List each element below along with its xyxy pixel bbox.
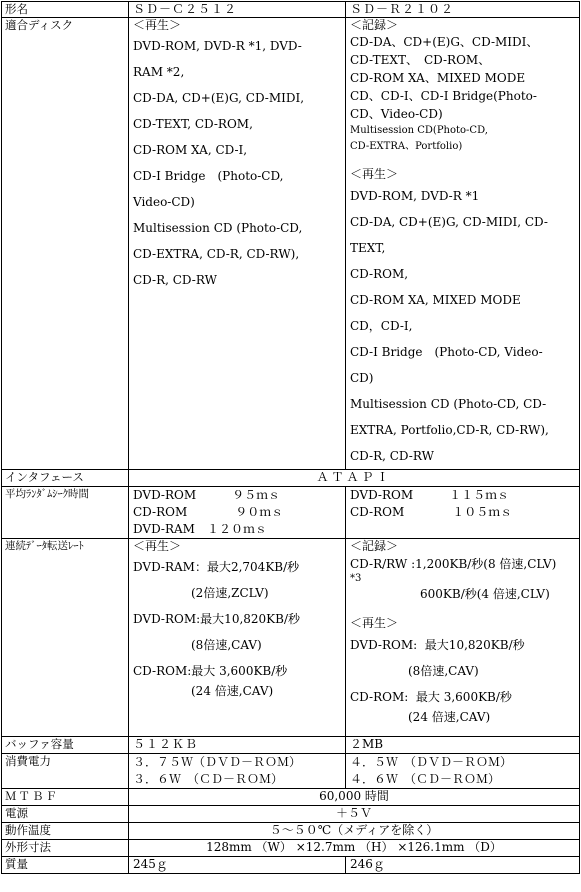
transfer-a-heading: ＜再生＞ bbox=[133, 539, 182, 553]
discs-b bbox=[346, 18, 580, 470]
seek-a-line: DVD-ROM ９５ｍｓ bbox=[133, 488, 281, 502]
supply-value: ＋５Ｖ bbox=[129, 806, 580, 823]
row-mtbf bbox=[2, 789, 580, 806]
temp-value: ５～５０℃（メディアを除く） bbox=[129, 823, 580, 840]
transfer-a-dvd-sub: (8倍速,CAV) bbox=[191, 638, 262, 652]
label-mtbf: ＭＴＢＦ bbox=[2, 789, 129, 806]
label-interface: インタフェース bbox=[2, 470, 129, 487]
discs-a-line: CD-EXTRA, CD-R, CD-RW), bbox=[133, 247, 300, 261]
transfer-b-rec: CD-R/RW :1,200KB/秒(8 倍速,CLV) bbox=[350, 557, 557, 571]
label-model: 形名 bbox=[2, 2, 129, 18]
label-temp: 動作温度 bbox=[2, 823, 129, 840]
discs-a-line: CD-R, CD-RW bbox=[133, 273, 217, 287]
dims-value: 128mm （W） ×12.7mm （H） ×126.1mm （D） bbox=[129, 840, 580, 857]
seek-b-line: CD-ROM １０５ｍｓ bbox=[350, 505, 513, 519]
seek-a bbox=[129, 487, 346, 539]
label-transfer: 連続ﾃﾞｰﾀ転送ﾚｰﾄ bbox=[2, 539, 129, 737]
row-weight bbox=[2, 857, 580, 874]
row-dims bbox=[2, 840, 580, 857]
power-a-line: ３．７５Ｗ（ＤＶＤ－ＲＯＭ） bbox=[133, 755, 302, 769]
transfer-b-rec-note: *3 bbox=[350, 573, 362, 584]
transfer-a-dvd: DVD-ROM:最大10,820KB/秒 bbox=[133, 612, 300, 626]
discs-b-rec-line: CD-ROM XA、MIXED MODE bbox=[350, 71, 526, 85]
label-supply: 電源 bbox=[2, 806, 129, 823]
row-discs bbox=[2, 18, 580, 470]
row-temp bbox=[2, 823, 580, 840]
label-buffer: バッファ容量 bbox=[2, 737, 129, 754]
spacer bbox=[350, 155, 575, 165]
transfer-b bbox=[346, 539, 580, 737]
discs-b-play-line: EXTRA, Portfolio,CD-R, CD-RW), bbox=[350, 423, 549, 437]
power-a-line: ３．６Ｗ （ＣＤ－ＲＯＭ） bbox=[133, 772, 284, 786]
discs-b-rec-heading: ＜記録＞ bbox=[350, 18, 399, 32]
seek-b bbox=[346, 487, 580, 539]
discs-a-line: DVD-ROM, DVD-R *1, DVD- bbox=[133, 39, 302, 53]
discs-b-play-line: CD) bbox=[350, 371, 374, 385]
transfer-a bbox=[129, 539, 346, 737]
label-discs: 適合ディスク bbox=[2, 18, 129, 470]
transfer-a-cd: CD-ROM:最大 3,600KB/秒 bbox=[133, 664, 288, 678]
transfer-b-rec-heading: ＜記録＞ bbox=[350, 539, 399, 553]
spec-table bbox=[1, 1, 580, 874]
row-transfer bbox=[2, 539, 580, 737]
discs-a-line: CD-ROM XA, CD-I, bbox=[133, 143, 248, 157]
label-seek: 平均ﾗﾝﾀﾞﾑｼｰｸ時間 bbox=[2, 487, 129, 539]
discs-b-rec-line: CD-TEXT、 CD-ROM、 bbox=[350, 53, 491, 67]
transfer-b-play-heading: ＜再生＞ bbox=[350, 616, 399, 630]
discs-b-play-line: CD-ROM XA, MIXED MODE bbox=[350, 293, 521, 307]
transfer-b-rec-2: 600KB/秒(4 倍速,CLV) bbox=[420, 587, 550, 601]
power-b-line: ４．６Ｗ （ＣＤ－ＲＯＭ） bbox=[350, 772, 501, 786]
seek-b-line: DVD-ROM １１５ｍｓ bbox=[350, 488, 510, 502]
discs-b-play-line: CD-R, CD-RW bbox=[350, 449, 434, 463]
discs-b-play-heading: ＜再生＞ bbox=[350, 167, 399, 181]
transfer-b-cd-sub: (24 倍速,CAV) bbox=[408, 710, 491, 724]
discs-b-play-line: CD-I Bridge (Photo-CD, Video- bbox=[350, 345, 543, 359]
discs-a-line: CD-TEXT, CD-ROM, bbox=[133, 117, 253, 131]
discs-a-line: Multisession CD (Photo-CD, bbox=[133, 221, 303, 235]
model-b: ＳＤ－Ｒ２１０２ bbox=[346, 2, 580, 18]
discs-a-line: Video-CD) bbox=[133, 195, 195, 209]
discs-b-play-line: TEXT, bbox=[350, 241, 386, 255]
spacer bbox=[350, 604, 575, 614]
buffer-b: ２MB bbox=[346, 737, 580, 754]
discs-b-play-line: CD-DA, CD+(E)G, CD-MIDI, CD- bbox=[350, 215, 548, 229]
buffer-a: ５１２ＫＢ bbox=[129, 737, 346, 754]
seek-a-line: CD-ROM ９０ｍｓ bbox=[133, 505, 284, 519]
discs-b-rec-line: CD、Video-CD) bbox=[350, 107, 443, 121]
discs-a bbox=[129, 18, 346, 470]
discs-a-heading: ＜再生＞ bbox=[133, 18, 182, 32]
label-dims: 外形寸法 bbox=[2, 840, 129, 857]
transfer-b-dvd-sub: (8倍速,CAV) bbox=[408, 664, 479, 678]
weight-b: 246ｇ bbox=[346, 857, 580, 874]
discs-a-line: RAM *2, bbox=[133, 65, 185, 79]
discs-b-play-line: Multisession CD (Photo-CD, CD- bbox=[350, 397, 547, 411]
discs-b-rec-line: CD、CD-I、CD-I Bridge(Photo- bbox=[350, 89, 537, 103]
discs-a-line: CD-DA, CD+(E)G, CD-MIDI, bbox=[133, 91, 305, 105]
discs-b-play-line: DVD-ROM, DVD-R *1 bbox=[350, 189, 480, 203]
discs-b-rec-line: CD-DA、CD+(E)G、CD-MIDI、 bbox=[350, 35, 539, 49]
transfer-b-dvd: DVD-ROM: 最大10,820KB/秒 bbox=[350, 638, 525, 652]
row-seek bbox=[2, 487, 580, 539]
weight-a: 245ｇ bbox=[129, 857, 346, 874]
row-interface bbox=[2, 470, 580, 487]
discs-b-rec-small: Multisession CD(Photo-CD, bbox=[350, 125, 488, 136]
row-power bbox=[2, 754, 580, 789]
discs-a-line: CD-I Bridge (Photo-CD, bbox=[133, 169, 284, 183]
transfer-a-ram-sub: (2倍速,ZCLV) bbox=[191, 586, 269, 600]
discs-b-play-line: CD，CD-I, bbox=[350, 319, 413, 333]
power-a bbox=[129, 754, 346, 789]
row-buffer bbox=[2, 737, 580, 754]
label-weight: 質量 bbox=[2, 857, 129, 874]
power-b bbox=[346, 754, 580, 789]
mtbf-value: 60,000 時間 bbox=[129, 789, 580, 806]
interface-value: ＡＴＡＰＩ bbox=[129, 470, 580, 487]
row-model bbox=[2, 2, 580, 18]
model-a: ＳＤ－Ｃ２５１２ bbox=[129, 2, 346, 18]
transfer-b-cd: CD-ROM: 最大 3,600KB/秒 bbox=[350, 690, 512, 704]
transfer-a-cd-sub: (24 倍速,CAV) bbox=[191, 684, 274, 698]
discs-b-play-line: CD-ROM, bbox=[350, 267, 409, 281]
transfer-a-ram: DVD-RAM：最大2,704KB/秒 bbox=[133, 560, 300, 574]
label-power: 消費電力 bbox=[2, 754, 129, 789]
row-supply bbox=[2, 806, 580, 823]
seek-a-line: DVD-RAM １２０ｍｓ bbox=[133, 522, 267, 536]
discs-b-rec-small: CD-EXTRA、Portfolio) bbox=[350, 141, 463, 152]
power-b-line: ４．５Ｗ （ＤＶＤ－ＲＯＭ） bbox=[350, 755, 513, 769]
